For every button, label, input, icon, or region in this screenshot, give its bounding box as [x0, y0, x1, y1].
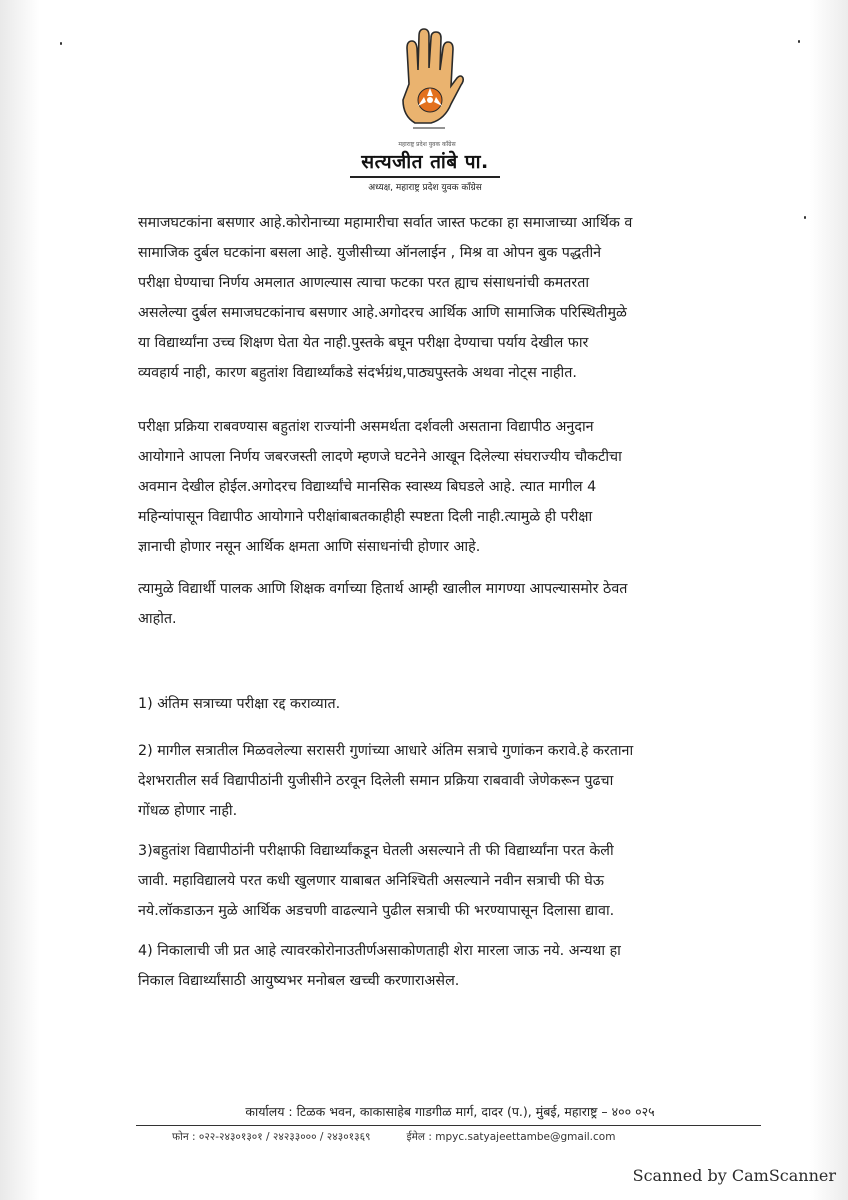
letterhead — [300, 20, 550, 200]
paragraph-impact — [138, 208, 716, 388]
body-line: समाजघटकांना बसणार आहे.कोरोनाच्या महामारीचा सर्वात जास्त फटका हा समाजाच्या आर्थिक व — [138, 215, 633, 231]
body-line: 4) निकालाची जी प्रत आहे त्यावरकोरोनाउतीर्णअसाकोणताही शेरा मारला जाऊ नये. अन्यथा हा — [138, 943, 621, 959]
body-line: अवमान देखील होईल.अगोदरच विद्यार्थ्यांचे मानसिक स्वास्थ्य बिघडले आहे. त्यात मागील 4 — [138, 479, 597, 495]
body-line: गोंधळ होणार नाही. — [138, 803, 238, 819]
body-line: नये.लॉकडाऊन मुळे आर्थिक अडचणी वाढल्याने पुढील सत्राची फी भरण्यापासून दिलासा द्यावा. — [138, 903, 615, 919]
body-line: महिन्यांपासून विद्यापीठ आयोगाने परीक्षांबाबतकाहीही स्पष्टता दिली नाही.त्यामुळे ही परीक्षा — [138, 509, 593, 525]
body-line: त्यामुळे विद्यार्थी पालक आणि शिक्षक वर्गाच्या हितार्थ आम्ही खालील मागण्या आपल्यासमोर ठेवत — [138, 581, 628, 597]
body-line: 1) अंतिम सत्राच्या परीक्षा रद्द कराव्यात. — [138, 696, 341, 712]
camscanner-watermark: Scanned by CamScanner — [632, 1166, 836, 1185]
footer-email[interactable]: ईमेल : mpyc.satyajeettambe@gmail.com — [406, 1131, 616, 1143]
logo-caption: महाराष्ट्र प्रदेश युवक काँग्रेस — [398, 141, 456, 148]
congress-hand-logo — [385, 24, 465, 136]
demand-item-4 — [138, 936, 716, 996]
body-line: आयोगाने आपला निर्णय जबरजस्ती लादणे म्हणजे घटनेने आखून दिलेल्या संघराज्यीय चौकटीचा — [138, 449, 622, 465]
body-line: जावी. महाविद्यालये परत कधी खुलणार याबाबत अनिश्चिती असल्याने नवीन सत्राची फी घेऊ — [138, 873, 605, 889]
sender-underline — [350, 176, 500, 178]
body-line: 2) मागील सत्रातील मिळवलेल्या सरासरी गुणांच्या आधारे अंतिम सत्राचे गुणांकन करावे.हे करताना — [138, 743, 634, 759]
footer-address: कार्यालय : टिळक भवन, काकासाहेब गाडगीळ मार्ग, दादर (प.), मुंबई, महाराष्ट्र – ४०० ०२५ — [245, 1104, 655, 1119]
paragraph-ugc-decision — [138, 412, 716, 562]
demand-item-1 — [138, 689, 716, 719]
body-line: आहोत. — [138, 611, 177, 627]
scan-speck — [60, 42, 62, 45]
scan-speck — [798, 40, 800, 43]
demand-item-2 — [138, 736, 716, 826]
sender-designation: अध्यक्ष, महाराष्ट्र प्रदेश युवक काँग्रेस — [368, 183, 482, 193]
body-line: देशभरातील सर्व विद्यापीठांनी युजीसीने ठरवून दिलेली समान प्रक्रिया राबवावी जेणेकरून पुढचा — [138, 773, 614, 789]
body-line: परीक्षा प्रक्रिया राबवण्यास बहुतांश राज्यांनी असमर्थता दर्शवली असताना विद्यापीठ अनुदान — [138, 419, 594, 435]
footer-contact — [172, 1130, 672, 1144]
body-line: ज्ञानाची होणार नसून आर्थिक क्षमता आणि संसाधनांची होणार आहे. — [138, 539, 481, 555]
sender-name: सत्यजीत तांबे पा. — [361, 151, 489, 173]
scan-speck — [804, 216, 806, 219]
body-line: सामाजिक दुर्बल घटकांना बसला आहे. युजीसीच्या ऑनलाईन , मिश्र वा ओपन बुक पद्धतीने — [138, 245, 602, 261]
body-line: व्यवहार्य नाही, कारण बहुतांश विद्यार्थ्यांकडे संदर्भग्रंथ,पाठ्यपुस्तके अथवा नोट्स नाहीत. — [138, 365, 577, 381]
body-line: असलेल्या दुर्बल समाजघटकांनाच बसणार आहे.अगोदरच आर्थिक आणि सामाजिक परिस्थितीमुळे — [138, 305, 627, 321]
footer-phone: फोन : ०२२-२४३०१३०१ / २४२३३००० / २४३०१३६९ — [172, 1131, 371, 1143]
body-line: निकाल विद्यार्थ्यांसाठी आयुष्यभर मनोबल खच्ची करणाराअसेल. — [138, 973, 460, 989]
body-line: परीक्षा घेण्याचा निर्णय अमलात आणल्यास त्याचा फटका परत ह्याच संसाधनांची कमतरता — [138, 275, 590, 291]
body-line: 3)बहुतांश विद्यापीठांनी परीक्षाफी विद्यार्थ्यांकडून घेतली असल्याने ती फी विद्यार्थ्यांना परत केली — [138, 843, 614, 859]
paragraph-demands-intro — [138, 574, 716, 634]
body-line: या विद्यार्थ्यांना उच्च शिक्षण घेता येत नाही.पुस्तके बघून परीक्षा देण्याचा पर्याय देखील फार — [138, 335, 589, 351]
footer-divider — [136, 1125, 761, 1126]
demand-item-3 — [138, 836, 716, 926]
